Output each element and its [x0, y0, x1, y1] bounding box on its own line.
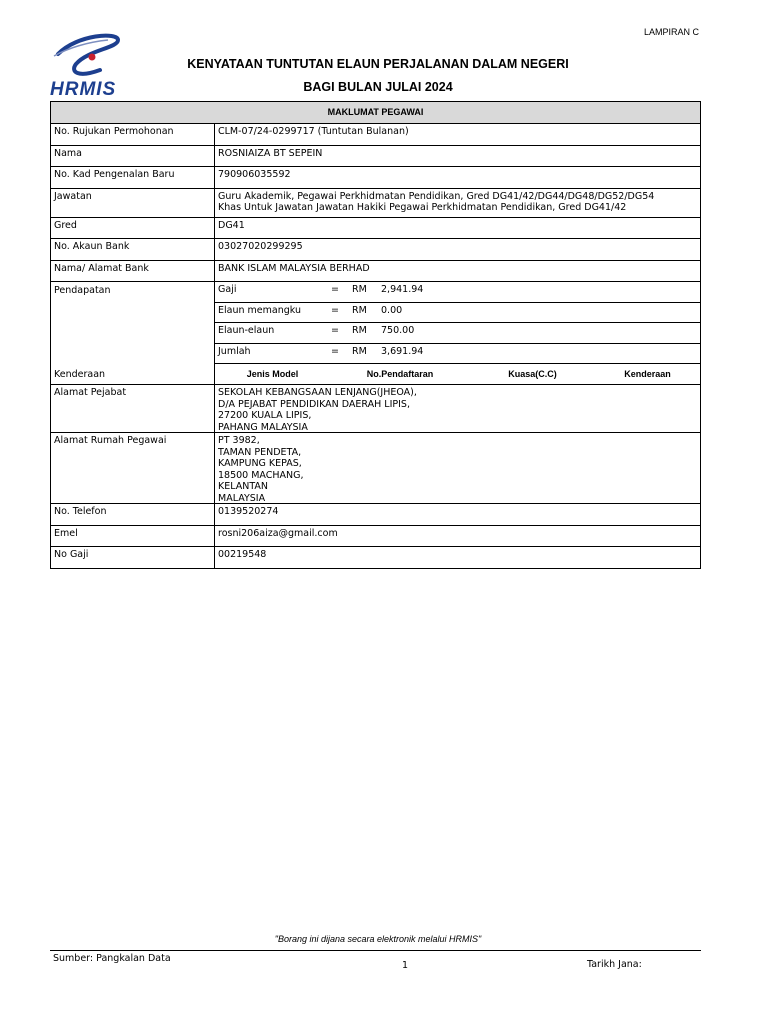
- value-jawatan: [215, 189, 700, 217]
- pendapatan-currency: RM: [352, 325, 367, 336]
- row-alamat-pejabat: [51, 385, 700, 433]
- alamat-line: 18500 MACHANG,: [218, 469, 304, 481]
- alamat-line: 27200 KUALA LIPIS,: [218, 410, 312, 421]
- row-no-gaji: [51, 547, 700, 568]
- value-gred: DG41: [218, 219, 245, 231]
- row-bank: [51, 261, 700, 283]
- value-no-gaji: 00219548: [218, 549, 267, 560]
- pendapatan-block: [51, 282, 700, 385]
- pendapatan-values: [215, 282, 700, 384]
- row-alamat-rumah: [51, 433, 700, 504]
- row-emel: [51, 526, 700, 548]
- pendapatan-row: [215, 303, 700, 324]
- footer-divider: [50, 950, 701, 951]
- value-alamat-pejabat: [215, 385, 700, 432]
- row-gred: [51, 218, 700, 240]
- pendapatan-name: Elaun-elaun: [218, 325, 275, 336]
- value-nama: ROSNIAIZA BT SEPEIN: [218, 147, 323, 159]
- document-title: KENYATAAN TUNTUTAN ELAUN PERJALANAN DALAM NEGERI: [187, 57, 569, 71]
- value-alamat-rumah: [215, 433, 700, 503]
- alamat-line: KELANTAN: [218, 481, 269, 492]
- alamat-line: PAHANG MALAYSIA: [218, 421, 308, 433]
- pendapatan-amount: 0.00: [381, 304, 403, 316]
- alamat-line: MALAYSIA: [218, 492, 266, 504]
- label-telefon: No. Telefon: [51, 504, 215, 525]
- pendapatan-row: [215, 282, 700, 303]
- pendapatan-amount: 750.00: [381, 325, 415, 336]
- value-bank: BANK ISLAM MALAYSIA BERHAD: [218, 262, 370, 274]
- kenderaan-header: Jenis Model: [246, 369, 299, 379]
- page-number: 1: [402, 960, 409, 971]
- label-nama: Nama: [51, 146, 215, 167]
- label-gred: Gred: [51, 218, 215, 239]
- lampiran-label: LAMPIRAN C: [643, 27, 699, 37]
- pendapatan-equals: =: [331, 325, 339, 336]
- label-kenderaan: Kenderaan: [54, 369, 106, 380]
- label-no-gaji: No Gaji: [51, 547, 215, 568]
- footer-note: "Borang ini dijana secara elektronik melalui HRMIS": [274, 934, 482, 944]
- maklumat-pegawai-form: [50, 101, 701, 569]
- footer-tarikh: Tarikh Jana:: [587, 959, 642, 970]
- alamat-line: KAMPUNG KEPAS,: [218, 458, 302, 469]
- pendapatan-label-cell: [51, 282, 215, 384]
- pendapatan-equals: =: [331, 304, 339, 316]
- label-alamat-rumah: Alamat Rumah Pegawai: [51, 433, 215, 503]
- kenderaan-header: Kuasa(C.C): [508, 369, 557, 379]
- row-telefon: [51, 504, 700, 526]
- value-rujukan: CLM-07/24-0299717 (Tuntutan Bulanan): [218, 126, 409, 137]
- label-kad: No. Kad Pengenalan Baru: [51, 167, 215, 188]
- pendapatan-equals: =: [331, 345, 339, 357]
- pendapatan-row: [215, 344, 700, 365]
- kenderaan-header-row: [215, 364, 700, 384]
- pendapatan-currency: RM: [352, 304, 367, 316]
- label-pendapatan: Pendapatan: [54, 285, 111, 296]
- logo-text: HRMIS: [50, 79, 117, 100]
- pendapatan-equals: =: [331, 284, 339, 295]
- document-subtitle: BAGI BULAN JULAI 2024: [303, 80, 453, 94]
- pendapatan-currency: RM: [352, 345, 367, 357]
- row-nama: [51, 146, 700, 168]
- label-akaun: No. Akaun Bank: [51, 239, 215, 260]
- label-alamat-pejabat: Alamat Pejabat: [51, 385, 215, 432]
- label-jawatan: Jawatan: [51, 189, 215, 217]
- jawatan-line-2: Khas Untuk Jawatan Jawatan Hakiki Pegawai Perkhidmatan Pendidikan, Gred DG41/42: [218, 202, 627, 213]
- jawatan-line-1: Guru Akademik, Pegawai Perkhidmatan Pendidikan, Gred DG41/42/DG44/DG48/DG52/DG54: [218, 190, 655, 202]
- value-emel: rosni206aiza@gmail.com: [218, 527, 338, 539]
- alamat-line: PT 3982,: [218, 435, 260, 446]
- kenderaan-header: No.Pendaftaran: [366, 369, 434, 379]
- footer-sumber: Sumber: Pangkalan Data: [53, 953, 171, 964]
- row-jawatan: [51, 189, 700, 218]
- row-akaun: [51, 239, 700, 261]
- alamat-line: D/A PEJABAT PENDIDIKAN DAERAH LIPIS,: [218, 398, 410, 410]
- kenderaan-header: Kenderaan: [624, 369, 671, 379]
- pendapatan-amount: 2,941.94: [381, 284, 424, 295]
- row-rujukan: [51, 124, 700, 146]
- pendapatan-row: [215, 323, 700, 344]
- alamat-line: SEKOLAH KEBANGSAAN LENJANG(JHEOA),: [218, 387, 417, 398]
- row-kad: [51, 167, 700, 189]
- section-header: MAKLUMAT PEGAWAI: [51, 102, 700, 124]
- alamat-line: TAMAN PENDETA,: [218, 446, 302, 458]
- pendapatan-name: Gaji: [218, 284, 237, 295]
- value-akaun: 03027020299295: [218, 241, 303, 252]
- value-telefon: 0139520274: [218, 506, 279, 517]
- pendapatan-amount: 3,691.94: [381, 345, 424, 357]
- pendapatan-currency: RM: [352, 284, 367, 295]
- label-rujukan: No. Rujukan Permohonan: [51, 124, 215, 145]
- label-emel: Emel: [51, 526, 215, 547]
- value-kad: 790906035592: [218, 169, 291, 180]
- pendapatan-name: Jumlah: [218, 345, 251, 357]
- pendapatan-name: Elaun memangku: [218, 304, 301, 316]
- label-bank: Nama/ Alamat Bank: [51, 261, 215, 282]
